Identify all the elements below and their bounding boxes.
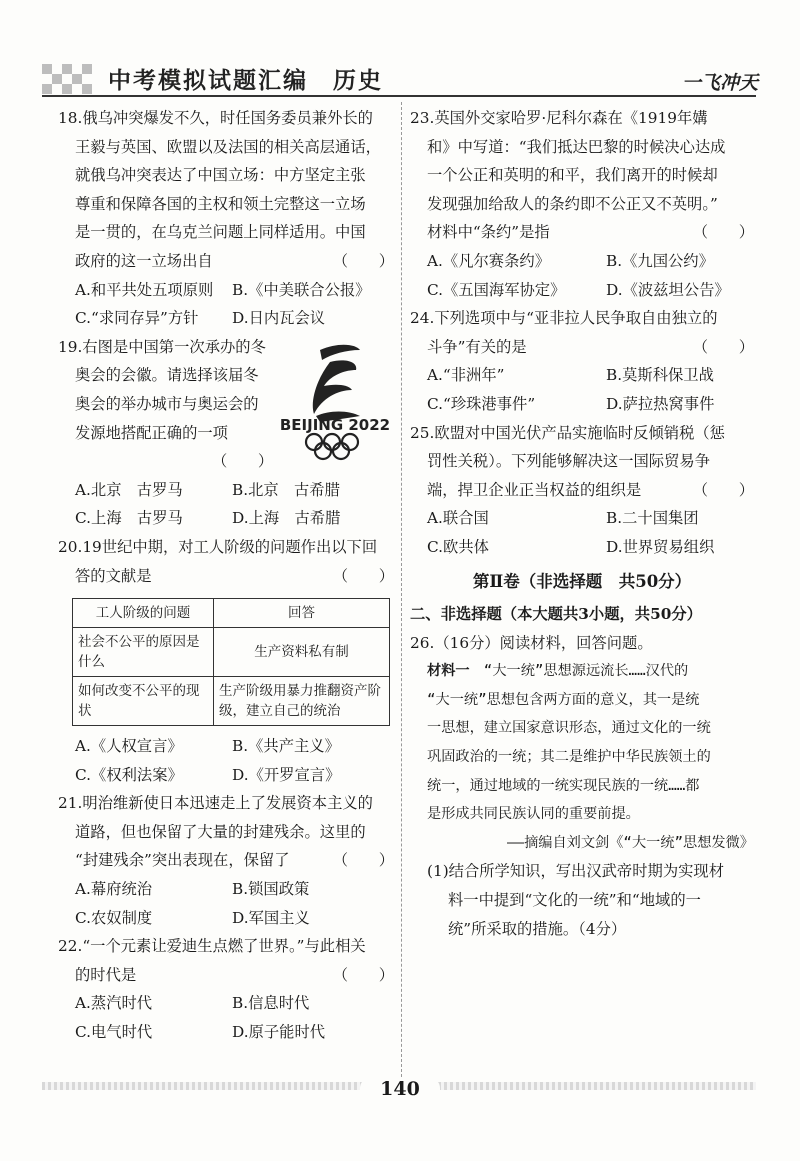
right-column: [410, 104, 754, 943]
question-line: 道路，但也保留了大量的封建残余。这里的: [75, 822, 366, 841]
question-line: 奥会的会徽。请选择该届冬: [75, 366, 259, 385]
table-row: [73, 677, 390, 726]
question-line: 一个公正和英明的和平，我们离开的时候却: [427, 166, 718, 185]
answer-bracket: （ ）: [332, 965, 394, 984]
option-c: C.《五国海军协定》: [427, 280, 566, 299]
table-header-cell: 工人阶级的问题: [73, 599, 214, 628]
question-intro: 26.（16分）阅读材料，回答问题。: [410, 633, 653, 652]
option-b: B.北京 古希腊: [232, 480, 340, 499]
option-c: C.“求同存异”方针: [75, 309, 199, 328]
table-cell: 生产阶级用暴力推翻资产阶级，建立自己的统治: [214, 677, 390, 726]
question-line: 尊重和保障各国的主权和领土完整这一立场: [75, 194, 366, 213]
question-21: [58, 789, 394, 932]
option-c: C.农奴制度: [75, 908, 153, 927]
page-header: [0, 0, 800, 96]
answer-bracket: （ ）: [692, 223, 754, 242]
option-b: B.二十国集团: [606, 509, 699, 528]
sub-question-line: 料一中提到“文化的一统”和“地域的一: [448, 891, 701, 910]
option-d: D.萨拉热窝事件: [606, 394, 715, 413]
option-d: D.《开罗宣言》: [232, 765, 341, 784]
question-line: 答的文献是: [75, 566, 152, 585]
question-line: 发源地搭配正确的一项: [75, 423, 228, 442]
option-d: D.原子能时代: [232, 1023, 326, 1042]
option-b: B.莫斯科保卫战: [606, 366, 714, 385]
option-d: D.《波兹坦公告》: [606, 280, 730, 299]
answer-bracket: （ ）: [212, 452, 274, 471]
answer-bracket: （ ）: [332, 251, 394, 270]
option-d: D.军国主义: [232, 908, 310, 927]
option-a: A.《凡尔赛条约》: [427, 251, 550, 270]
table-cell: 社会不公平的原因是什么: [73, 628, 214, 677]
emblem-text: BEIJING 2022: [279, 416, 391, 434]
answer-bracket: （ ）: [332, 566, 394, 585]
option-a: A.“非洲年”: [427, 366, 505, 385]
question-22: [58, 932, 394, 1046]
question-line: 端，捍卫企业正当权益的组织是: [427, 480, 642, 499]
answer-table: [72, 598, 390, 726]
answer-bracket: （ ）: [692, 480, 754, 499]
header-brand: 一飞冲天: [681, 72, 758, 94]
material-citation: ——摘编自刘文剑《“大一统”思想发微》: [507, 834, 754, 851]
question-line: 材料中“条约”是指: [427, 223, 550, 242]
question-line: 18.俄乌冲突爆发不久，时任国务委员兼外长的: [58, 109, 373, 127]
question-23: [410, 104, 754, 304]
column-divider: [401, 102, 402, 1082]
beijing-2022-emblem: [276, 336, 394, 464]
question-line: 和》中写道：“我们抵达巴黎的时候决心达成: [427, 137, 726, 156]
question-line: 王毅与英国、欧盟以及法国的相关高层通话，: [75, 137, 381, 156]
material-one: [410, 657, 754, 829]
question-line: 19.右图是中国第一次承办的冬: [58, 337, 266, 356]
question-20: [58, 533, 394, 789]
question-line: 发现强加给敌人的条约即不公正又不英明。”: [427, 194, 718, 213]
option-c: C.欧共体: [427, 537, 489, 556]
question-line: 奥会的举办城市与奥运会的: [75, 394, 259, 413]
option-d: D.日内瓦会议: [232, 309, 326, 328]
question-26: [410, 629, 754, 944]
question-line: 斗争”有关的是: [427, 337, 527, 356]
option-a: A.《人权宣言》: [75, 737, 183, 756]
header-title: 中考模拟试题汇编 历史: [108, 67, 383, 94]
header-rule: [42, 95, 756, 97]
option-a: A.北京 古罗马: [75, 480, 183, 499]
option-c: C.电气时代: [75, 1023, 153, 1042]
sub-question-line: 统”所采取的措施。（4分）: [448, 919, 627, 938]
table-header-row: [73, 599, 390, 628]
option-b: B.信息时代: [232, 994, 310, 1013]
question-line: 罚性关税）。下列能够解决这一国际贸易争: [427, 452, 710, 471]
question-line: 20.19世纪中期，对工人阶级的问题作出以下回: [58, 537, 378, 556]
page-number: 140: [360, 1078, 440, 1100]
option-a: A.幕府统治: [75, 880, 153, 899]
question-24: [410, 304, 754, 418]
option-a: A.和平共处五项原则: [75, 280, 214, 299]
material-line: 统一，通过地域的一统实现民族的一统……都: [427, 777, 700, 794]
left-column: [58, 104, 394, 1047]
answer-bracket: （ ）: [692, 337, 754, 356]
option-c: C.上海 古罗马: [75, 509, 183, 528]
material-line: “大一统”思想包含两方面的意义，其一是统: [427, 691, 700, 708]
question-25: [410, 419, 754, 562]
question-line: 就俄乌冲突表达了中国立场：中方坚定主张: [75, 166, 366, 185]
option-d: D.世界贸易组织: [606, 537, 715, 556]
question-line: 24.下列选项中与“亚非拉人民争取自由独立的: [410, 309, 718, 328]
material-line: “大一统”思想源远流长……汉代的: [483, 663, 689, 680]
option-b: B.《中美联合公报》: [232, 280, 371, 299]
question-line: 25.欧盟对中国光伏产品实施临时反倾销税（惩: [410, 423, 725, 442]
table-header-cell: 回答: [214, 599, 390, 628]
table-cell: 如何改变不公平的现状: [73, 677, 214, 726]
question-line: 22.“一个元素让爱迪生点燃了世界。”与此相关: [58, 937, 366, 956]
material-line: 是形成共同民族认同的重要前提。: [427, 806, 640, 823]
table-row: [73, 628, 390, 677]
option-a: A.蒸汽时代: [75, 994, 153, 1013]
question-line: 政府的这一立场出自: [75, 251, 213, 270]
material-line: 一思想，建立国家意识形态，通过文化的一统: [427, 720, 711, 737]
question-18: [58, 104, 394, 333]
material-label: 材料一: [427, 663, 470, 680]
header-checker-pattern: [42, 64, 94, 96]
option-b: B.《共产主义》: [232, 737, 340, 756]
question-line: “封建残余”突出表现在，保留了: [75, 851, 290, 870]
emblem-graphic: [276, 336, 394, 464]
option-b: B.《九国公约》: [606, 251, 714, 270]
question-line: 是一贯的，在乌克兰问题上同样适用。中国: [75, 223, 366, 242]
option-c: C.“珍珠港事件”: [427, 394, 536, 413]
option-a: A.联合国: [427, 509, 489, 528]
table-cell: 生产资料私有制: [214, 628, 390, 677]
section-title: 第Ⅱ卷（非选择题 共50分）: [472, 571, 692, 591]
material-line: 巩固政治的一统；其二是维护中华民族领土的: [427, 749, 711, 766]
option-d: D.上海 古希腊: [232, 509, 341, 528]
question-line: 21.明治维新使日本迅速走上了发展资本主义的: [58, 794, 373, 813]
option-b: B.锁国政策: [232, 880, 310, 899]
question-line: 的时代是: [75, 965, 137, 984]
option-c: C.《权利法案》: [75, 765, 183, 784]
question-line: 23.英国外交家哈罗·尼科尔森在《1919年媾: [410, 109, 708, 127]
answer-bracket: （ ）: [332, 851, 394, 870]
part-title: 二、非选择题（本大题共3小题，共50分）: [410, 605, 702, 624]
sub-question-line: (1)结合所学知识，写出汉武帝时期为实现材: [427, 862, 725, 881]
